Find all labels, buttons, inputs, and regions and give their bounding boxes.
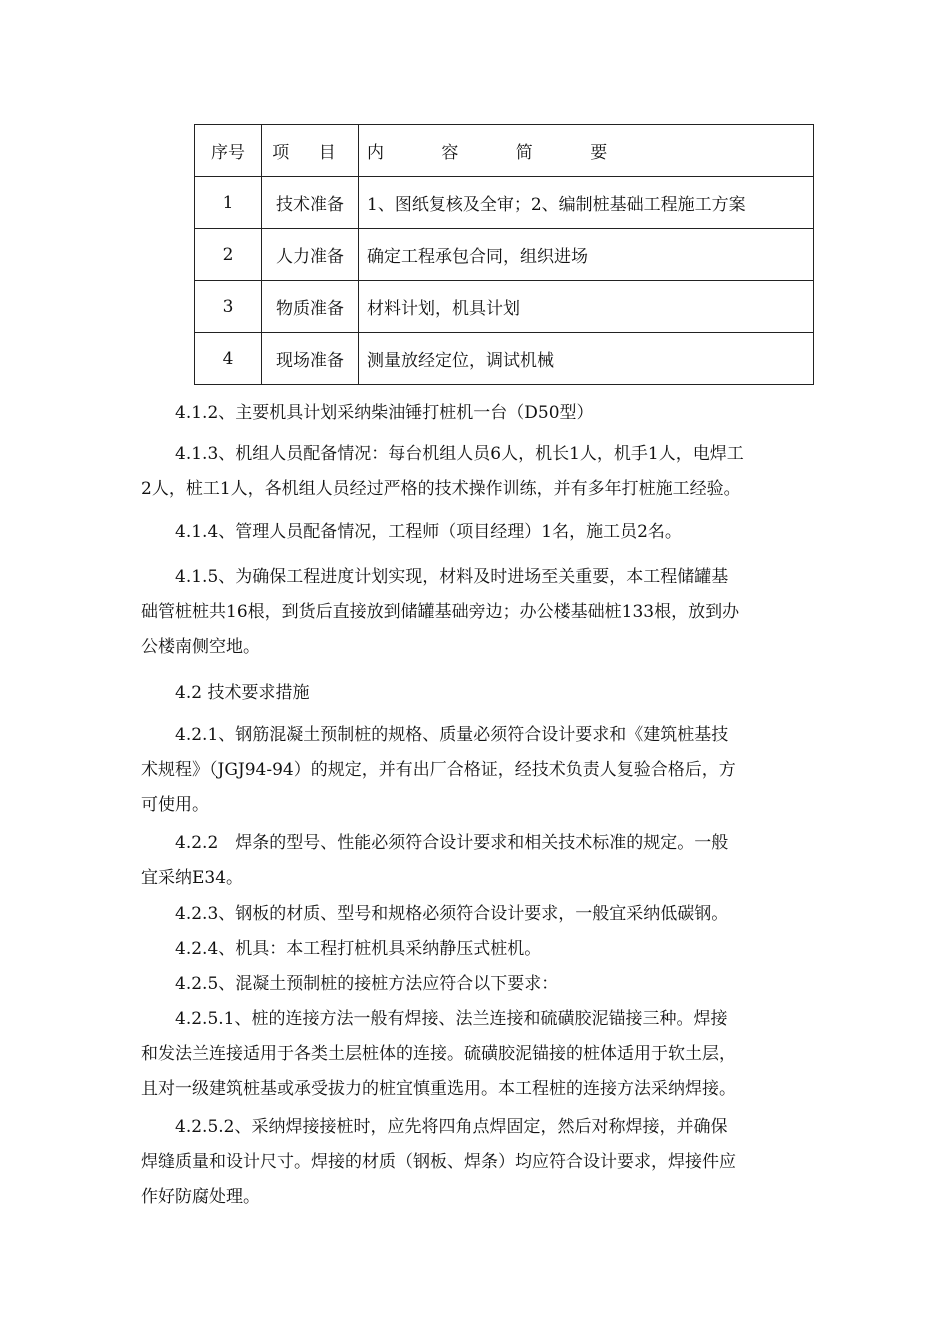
text-line: 4.2.3、钢板的材质、型号和规格必须符合设计要求，一般宜采纳低碳钢。 [175, 904, 729, 924]
paragraph-4-1-5 [141, 560, 816, 665]
row-no: 3 [195, 281, 262, 333]
paragraph-4-1-4 [141, 515, 816, 550]
text-line: 可使用。 [141, 795, 209, 815]
text-line: 4.2 技术要求措施 [175, 683, 310, 703]
paragraph-4-2-5-2 [141, 1110, 816, 1215]
row-content: 材料计划，机具计划 [359, 281, 814, 333]
text-line: 4.2.5、混凝土预制桩的接桩方法应符合以下要求： [175, 974, 559, 994]
paragraph-4-2-5 [141, 967, 816, 1002]
table-header-row [195, 125, 814, 177]
row-content: 测量放经定位，调试机械 [359, 333, 814, 385]
row-content: 1、图纸复核及全审；2、编制桩基础工程施工方案 [359, 177, 814, 229]
text-line: 术规程》（JGJ94-94）的规定，并有出厂合格证，经技术负责人复验合格后，方 [141, 760, 736, 780]
text-line: 4.1.3、机组人员配备情况：每台机组人员6人，机长1人，机手1人，电焊工 [175, 444, 744, 464]
row-item: 技术准备 [262, 177, 359, 229]
row-no: 4 [195, 333, 262, 385]
row-no: 1 [195, 177, 262, 229]
table-row [195, 177, 814, 229]
header-item: 项 目 [262, 125, 359, 177]
text-line: 公楼南侧空地。 [141, 637, 260, 657]
text-line: 4.2.4、机具：本工程打桩机具采纳静压式桩机。 [175, 939, 542, 959]
text-line: 4.1.5、为确保工程进度计划实现，材料及时进场至关重要，本工程储罐基 [175, 567, 729, 587]
row-item: 现场准备 [262, 333, 359, 385]
text-line: 2人，桩工1人，各机组人员经过严格的技术操作训练，并有多年打桩施工经验。 [141, 479, 741, 499]
table-row [195, 229, 814, 281]
text-line: 4.2.5.1、桩的连接方法一般有焊接、法兰连接和硫磺胶泥锚接三种。焊接 [175, 1009, 728, 1029]
preparation-table [194, 124, 814, 385]
text-line: 础管桩桩共16根，到货后直接放到储罐基础旁边；办公楼基础桩133根，放到办 [141, 602, 740, 622]
text-line: 且对一级建筑桩基或承受拔力的桩宜慎重选用。本工程桩的连接方法采纳焊接。 [141, 1079, 736, 1099]
paragraph-4-2-5-1 [141, 1002, 816, 1107]
text-line: 和发法兰连接适用于各类土层桩体的连接。硫磺胶泥锚接的桩体适用于软土层， [141, 1044, 736, 1064]
text-line: 4.2.1、钢筋混凝土预制桩的规格、质量必须符合设计要求和《建筑桩基技 [175, 725, 729, 745]
text-line: 焊缝质量和设计尺寸。焊接的材质（钢板、焊条）均应符合设计要求，焊接件应 [141, 1152, 736, 1172]
row-no: 2 [195, 229, 262, 281]
text-line: 4.1.2、主要机具计划采纳柴油锤打桩机一台（D50型） [175, 403, 594, 423]
text-line: 作好防腐处理。 [141, 1187, 260, 1207]
header-content: 内 容 简 要 [359, 125, 814, 177]
text-line: 4.1.4、管理人员配备情况，工程师（项目经理）1名，施工员2名。 [175, 522, 682, 542]
row-item: 物质准备 [262, 281, 359, 333]
paragraph-4-2-3 [141, 897, 816, 932]
text-line: 宜采纳E34。 [141, 868, 244, 888]
table-row [195, 281, 814, 333]
text-line: 4.2.2 焊条的型号、性能必须符合设计要求和相关技术标准的规定。一般 [175, 833, 729, 853]
header-no: 序号 [195, 125, 262, 177]
paragraph-4-2-2 [141, 826, 816, 896]
paragraph-4-2-4 [141, 932, 816, 967]
text-line: 4.2.5.2、采纳焊接接桩时，应先将四角点焊固定，然后对称焊接，并确保 [175, 1117, 728, 1137]
table-row [195, 333, 814, 385]
paragraph-4-1-3 [141, 437, 816, 507]
paragraph-4-2-1 [141, 718, 816, 823]
section-heading-4-2 [141, 676, 816, 711]
row-content: 确定工程承包合同，组织进场 [359, 229, 814, 281]
row-item: 人力准备 [262, 229, 359, 281]
paragraph-4-1-2 [141, 396, 816, 431]
